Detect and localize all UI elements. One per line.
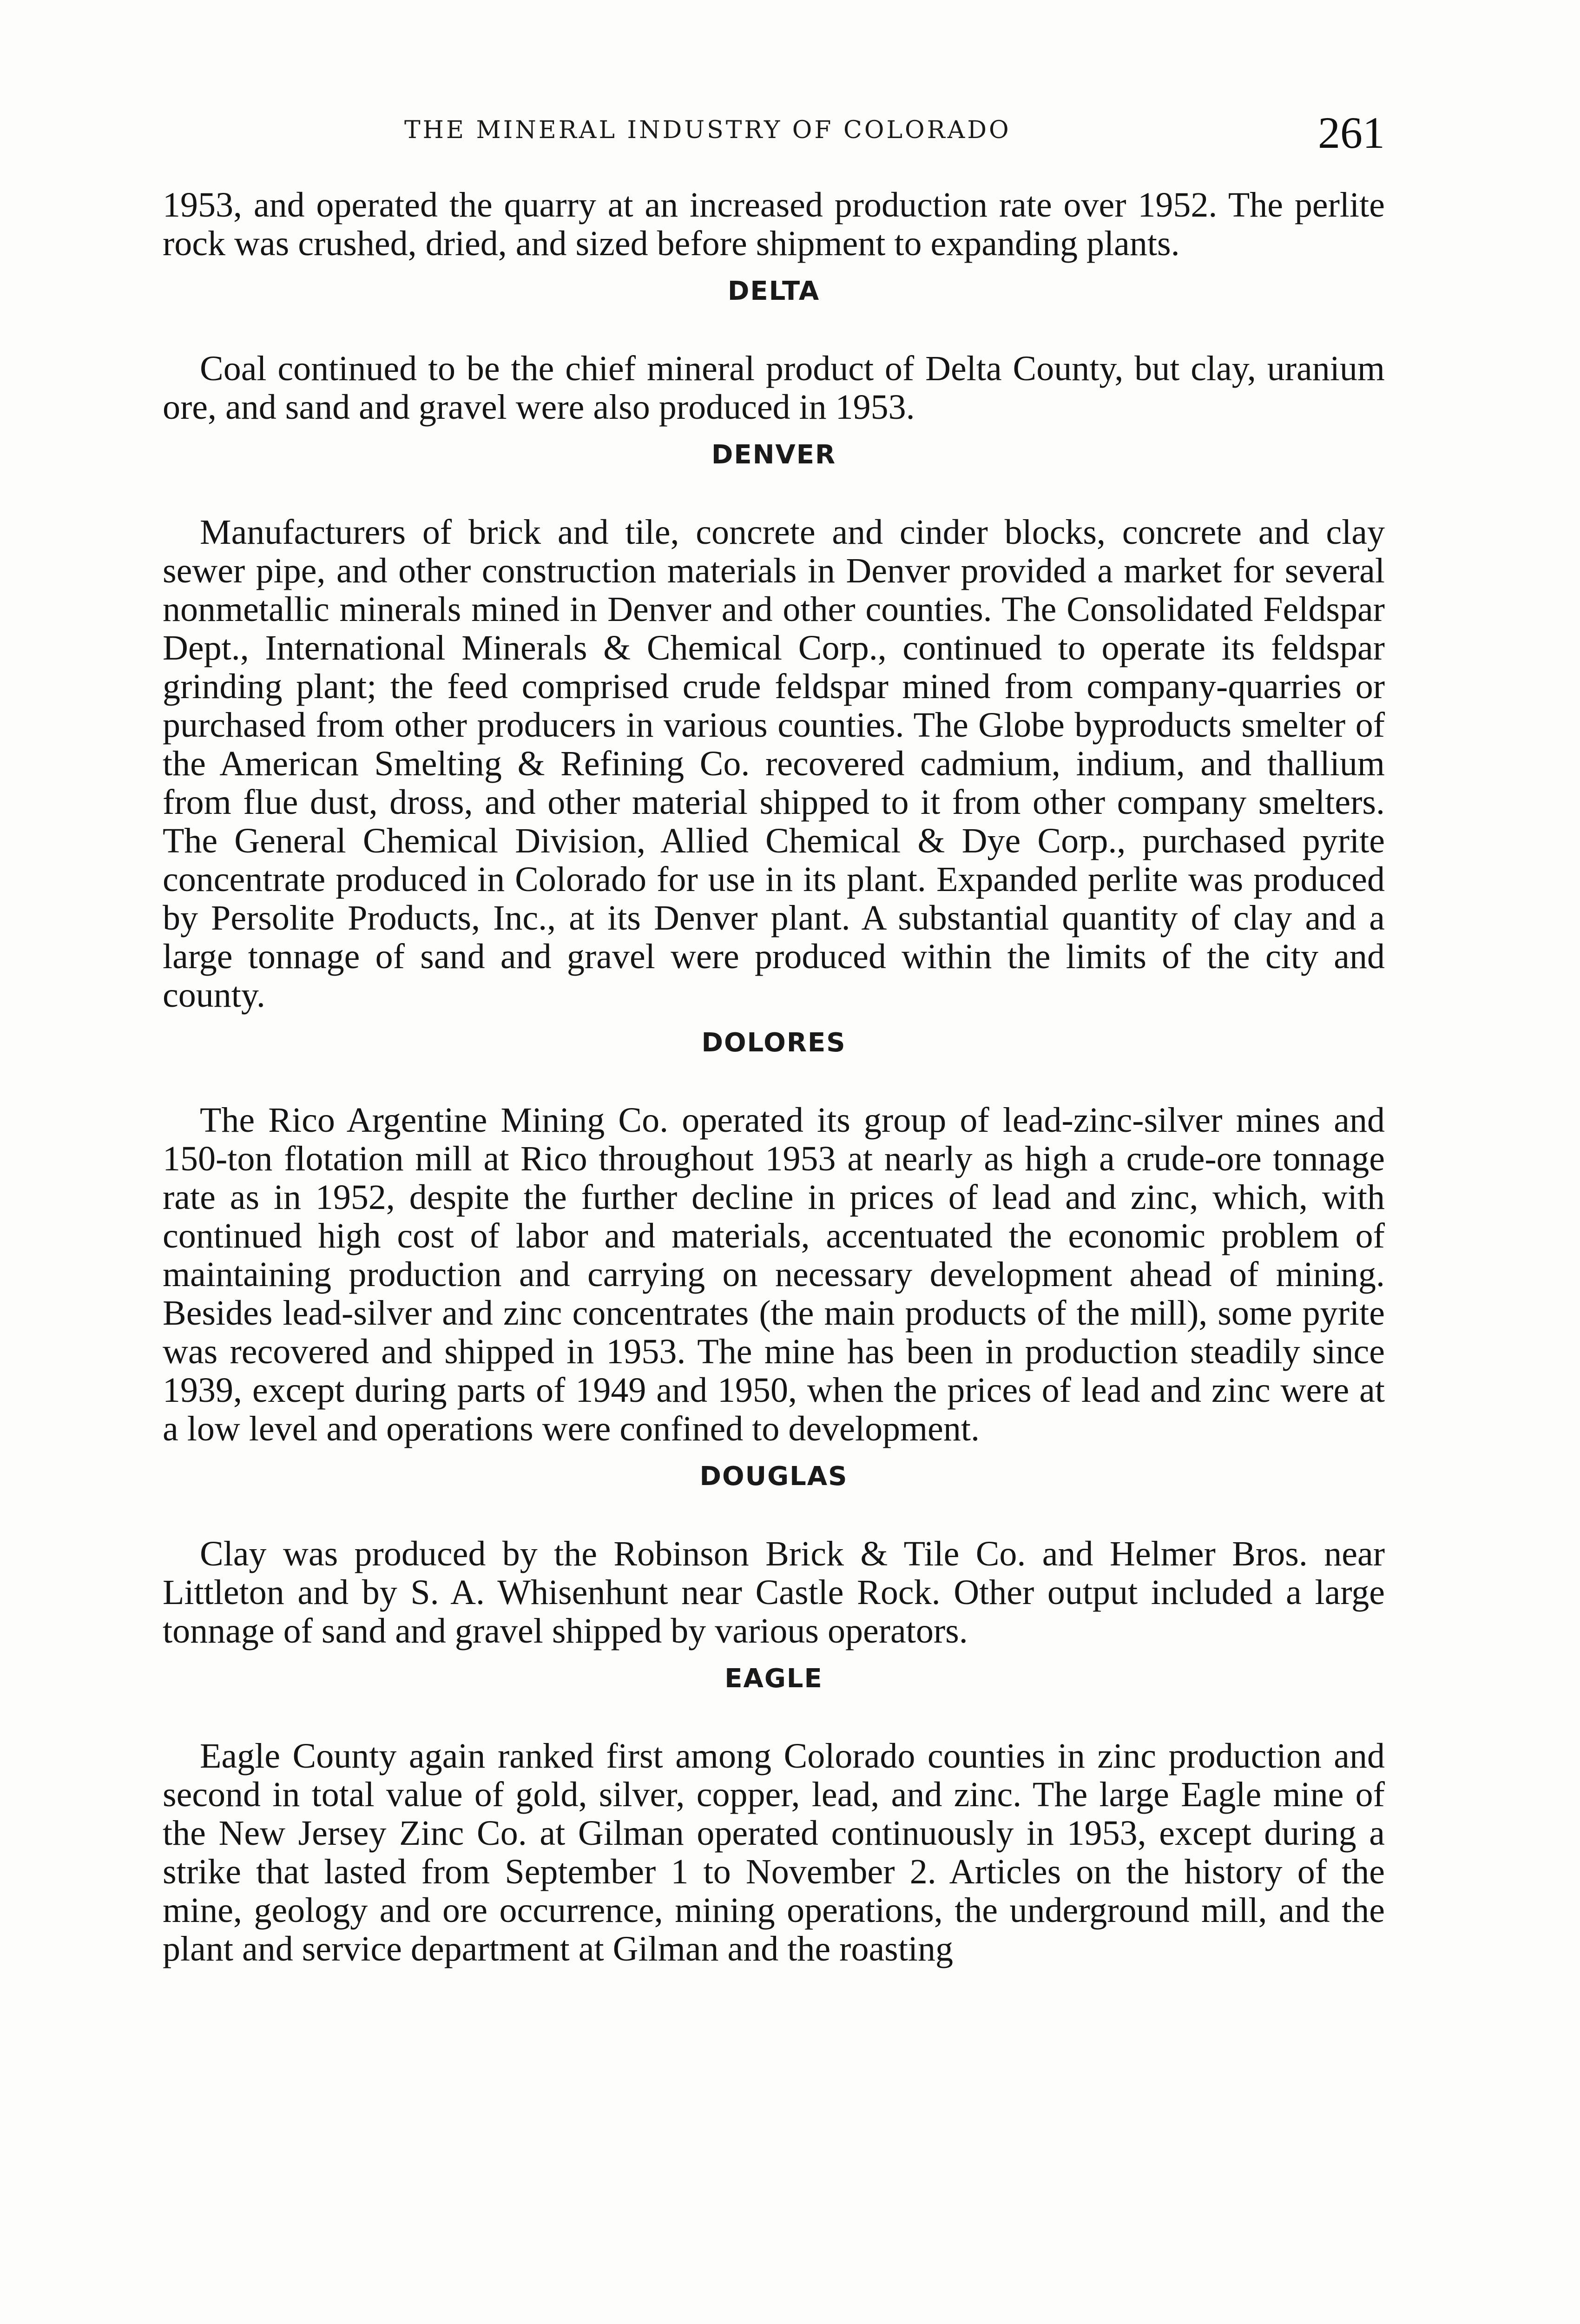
section-paragraph-eagle: Eagle County again ranked first among Colorado counties in zinc production and second in total value of gold, silver, copper, lead, and zinc. The large Eagle mine of the New Jersey Zinc Co. at Gilman operated continuously in 1953, except during a strike that lasted from September 1 to November 2. Articles on the history of the mine, geology and ore occurrence, mining operations, the underground mill, and the plant and service department at Gilman and the roasting [163,1736,1385,1968]
body-text [163,186,1385,1968]
section-heading-delta: DELTA [727,276,820,306]
section-heading-douglas: DOUGLAS [699,1461,848,1492]
section-eagle [163,1663,1385,1968]
section-denver [163,439,1385,1015]
running-header [163,107,1385,158]
section-delta [163,275,1385,427]
section-dolores [163,1027,1385,1448]
opening-paragraph: 1953, and operated the quarry at an increased production rate over 1952. The perlite rock was crushed, dried, and sized before shipment to expanding plants. [163,185,1385,263]
section-paragraph-denver: Manufacturers of brick and tile, concrete and cinder blocks, concrete and clay sewer pipe, and other construction materials in Denver provided a market for several nonmetallic minerals mined in Denver and other counties. The Consolidated Feldspar Dept., International Minerals & Chemical Corp., continued to operate its feldspar grinding plant; the feed comprised crude feldspar mined from company-quarries or purchased from other producers in various counties. The Globe byproducts smelter of the American Smelting & Refining Co. recovered cadmium, indium, and thallium from flue dust, dross, and other material shipped to it from other company smelters. The General Chemical Division, Allied Chemical & Dye Corp., purchased pyrite concentrate produced in Colorado for use in its plant. Expanded perlite was produced by Persolite Products, Inc., at its Denver plant. A substantial quantity of clay and a large tonnage of sand and gravel were produced within the limits of the city and county. [163,513,1385,1015]
section-heading-dolores: DOLORES [701,1028,846,1058]
section-paragraph-delta: Coal continued to be the chief mineral product of Delta County, but clay, uranium ore, and sand and gravel were also produced in 1953. [163,349,1385,427]
running-title: THE MINERAL INDUSTRY OF COLORADO [404,116,1011,144]
section-douglas [163,1460,1385,1651]
section-paragraph-douglas: Clay was produced by the Robinson Brick & Tile Co. and Helmer Bros. near Littleton and by S. A. Whisenhunt near Castle Rock. Other output included a large tonnage of sand and gravel shipped by various operators. [163,1534,1385,1651]
section-heading-eagle: EAGLE [724,1664,823,1694]
section-heading-denver: DENVER [711,440,836,470]
page-number: 261 [1318,108,1385,158]
section-paragraph-dolores: The Rico Argentine Mining Co. operated its group of lead-zinc-silver mines and 150-ton flotation mill at Rico throughout 1953 at nearly as high a crude-ore tonnage rate as in 1952, despite the further decline in prices of lead and zinc, which, with continued high cost of labor and materials, accentuated the economic problem of maintaining production and carrying on necessary development ahead of mining. Besides lead-silver and zinc concentrates (the main products of the mill), some pyrite was recovered and shipped in 1953. The mine has been in production steadily since 1939, except during parts of 1949 and 1950, when the prices of lead and zinc were at a low level and operations were confined to development. [163,1101,1385,1448]
